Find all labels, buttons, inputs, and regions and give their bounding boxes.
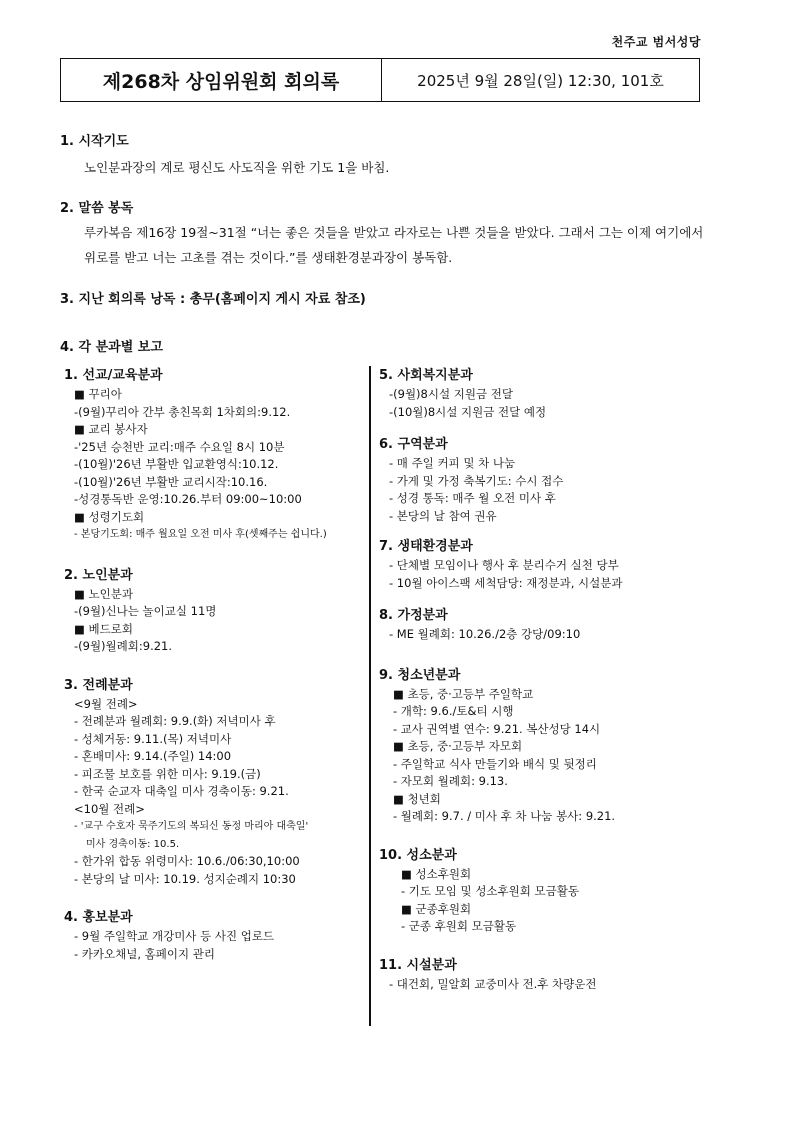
report-heading: 4. 홍보분과 — [64, 910, 133, 925]
report-line: -(10월)'26년 부활반 교리시작:10.16. — [74, 474, 268, 489]
report-vocation — [375, 846, 720, 936]
report-family — [375, 606, 720, 644]
report-line: - 피조물 보호를 위한 미사: 9.19.(금) — [74, 766, 261, 781]
report-line: - 성체거동: 9.11.(목) 저녁미사 — [74, 731, 232, 746]
report-heading: 8. 가정분과 — [379, 608, 448, 623]
meeting-header — [60, 58, 700, 102]
meeting-datetime: 2025년 9월 28일(일) 12:30, 101호 — [417, 71, 664, 90]
section-previous-minutes — [60, 291, 720, 309]
report-line: - 월례회: 9.7. / 미사 후 차 나눔 봉사: 9.21. — [393, 809, 616, 823]
report-heading: 11. 시설분과 — [379, 957, 457, 973]
section-body: 루카복음 제16장 19절~31절 “너는 좋은 것들을 받았고 라자로는 나쁜 것들을 받았다. 그래서 그는 이제 여기에서 위로를 받고 너는 고초를 겪는 것이다.”를 생태환경분과장이 봉독함. — [84, 225, 704, 265]
section-scripture — [60, 200, 720, 270]
report-line: ■ 꾸리아 — [74, 387, 122, 401]
report-line: <10월 전례> — [74, 801, 145, 816]
report-line: - 본당의 날 참여 권유 — [389, 508, 497, 523]
report-line: ■ 베드로회 — [74, 621, 133, 636]
report-facilities — [375, 956, 720, 994]
report-ecology — [375, 537, 720, 592]
report-line: - 10월 아이스팩 세척담당: 재정분과, 시설분과 — [389, 575, 623, 590]
report-liturgy — [60, 676, 370, 889]
report-line: - 전례분과 월례회: 9.9.(화) 저녁미사 후 — [74, 714, 276, 728]
report-line: - 한가위 합동 위령미사: 10.6./06:30,10:00 — [74, 854, 300, 868]
report-line: ■ 성령기도회 — [74, 509, 145, 524]
report-line: - 한국 순교자 대축일 미사 경축이동: 9.21. — [74, 784, 289, 798]
report-line: 미사 경축이동: 10.5. — [86, 838, 180, 850]
section-heading: 3. 지난 회의록 낭독 : 총무(홈페이지 게시 자료 참조) — [60, 292, 366, 307]
meeting-title: 제268차 상임위원회 회의록 — [61, 59, 382, 101]
section-heading: 2. 말씀 봉독 — [60, 201, 134, 216]
report-heading: 3. 전례분과 — [64, 677, 133, 693]
report-line: <9월 전례> — [74, 696, 138, 711]
report-line: - 가게 및 가정 축복기도: 수시 접수 — [389, 473, 564, 488]
report-line: ■ 청년회 — [393, 791, 441, 806]
report-heading: 5. 사회복지분과 — [379, 368, 473, 383]
report-line: ■ 교리 봉사자 — [74, 422, 148, 436]
report-line: - '교구 수호자 묵주기도의 복되신 동정 마리아 대축일' — [74, 821, 309, 832]
report-heading: 9. 청소년분과 — [379, 667, 461, 683]
report-line: - 주일학교 식사 만들기와 배식 및 뒷정리 — [393, 756, 597, 771]
right-column — [375, 366, 720, 1005]
report-line: -(9월)꾸리아 간부 총친목회 1차회의:9.12. — [74, 404, 291, 419]
report-line: - 본당의 날 미사: 10.19. 성지순례지 10:30 — [74, 871, 296, 886]
report-heading: 10. 성소분과 — [379, 847, 457, 863]
report-line: ■ 노인분과 — [74, 586, 133, 601]
report-elderly — [60, 566, 370, 656]
section-body: 노인분과장의 계로 평신도 사도직을 위한 기도 1을 바침. — [84, 160, 390, 175]
report-line: - 교사 권역별 연수: 9.21. 복산성당 14시 — [393, 721, 601, 736]
report-line: - 카카오채널, 홈페이지 관리 — [74, 946, 215, 961]
report-line: - 매 주일 커피 및 차 나눔 — [389, 456, 516, 470]
report-line: -(9월)월례회:9.21. — [74, 639, 173, 653]
church-name: 천주교 범서성당 — [611, 35, 701, 49]
report-line: - 단체별 모임이나 행사 후 분리수거 실천 당부 — [389, 558, 619, 572]
report-line: ■ 초등, 중·고등부 자모회 — [393, 739, 523, 753]
left-column — [60, 366, 370, 975]
report-publicity — [60, 908, 370, 963]
section-heading: 1. 시작기도 — [60, 134, 129, 149]
report-heading: 6. 구역분과 — [379, 437, 448, 452]
report-line: ■ 성소후원회 — [401, 866, 472, 881]
section-heading: 4. 각 분과별 보고 — [60, 340, 163, 355]
report-line: - 자모회 월례회: 9.13. — [393, 774, 508, 788]
report-heading: 1. 선교/교육분과 — [64, 368, 163, 383]
report-line: - 9월 주일학교 개강미사 등 사진 업로드 — [74, 929, 275, 943]
report-district — [375, 435, 720, 525]
section-opening-prayer — [60, 133, 720, 180]
report-line: - ME 월례회: 10.26./2층 강당/09:10 — [389, 627, 581, 641]
report-mission-education — [60, 366, 370, 544]
report-youth — [375, 666, 720, 826]
report-line: - 기도 모임 및 성소후원회 모금활동 — [401, 884, 579, 898]
report-line: -(9월)8시설 지원금 전달 — [389, 387, 513, 401]
report-line: ■ 초등, 중·고등부 주일학교 — [393, 686, 534, 701]
report-line: -(9월)신나는 놀이교실 11명 — [74, 604, 217, 618]
report-line: - 군종 후원회 모금활동 — [401, 919, 517, 933]
report-line: - 본당기도회: 매주 월요일 오전 미사 후(셋째주는 쉽니다.) — [74, 529, 327, 540]
section-reports — [60, 339, 720, 357]
report-line: - 개학: 9.6./토&티 시행 — [393, 704, 514, 718]
report-line: -(10월)'26년 부활반 입교환영식:10.12. — [74, 457, 279, 471]
report-heading: 7. 생태환경분과 — [379, 539, 473, 554]
report-line: -(10월)8시설 지원금 전달 예정 — [389, 404, 547, 419]
report-line: -성경통독반 운영:10.26.부터 09:00~10:00 — [74, 492, 302, 506]
report-social-welfare — [375, 366, 720, 421]
report-line: - 성경 통독: 매주 월 오전 미사 후 — [389, 491, 556, 505]
report-line: -'25년 승천반 교리:매주 수요일 8시 10분 — [74, 439, 285, 454]
report-heading: 2. 노인분과 — [64, 567, 133, 583]
reports-columns — [60, 366, 720, 1026]
report-line: ■ 군종후원회 — [401, 901, 472, 916]
report-line: - 혼배미사: 9.14.(주일) 14:00 — [74, 749, 232, 763]
report-line: - 대건회, 밀알회 교중미사 전.후 차량운전 — [389, 976, 597, 991]
